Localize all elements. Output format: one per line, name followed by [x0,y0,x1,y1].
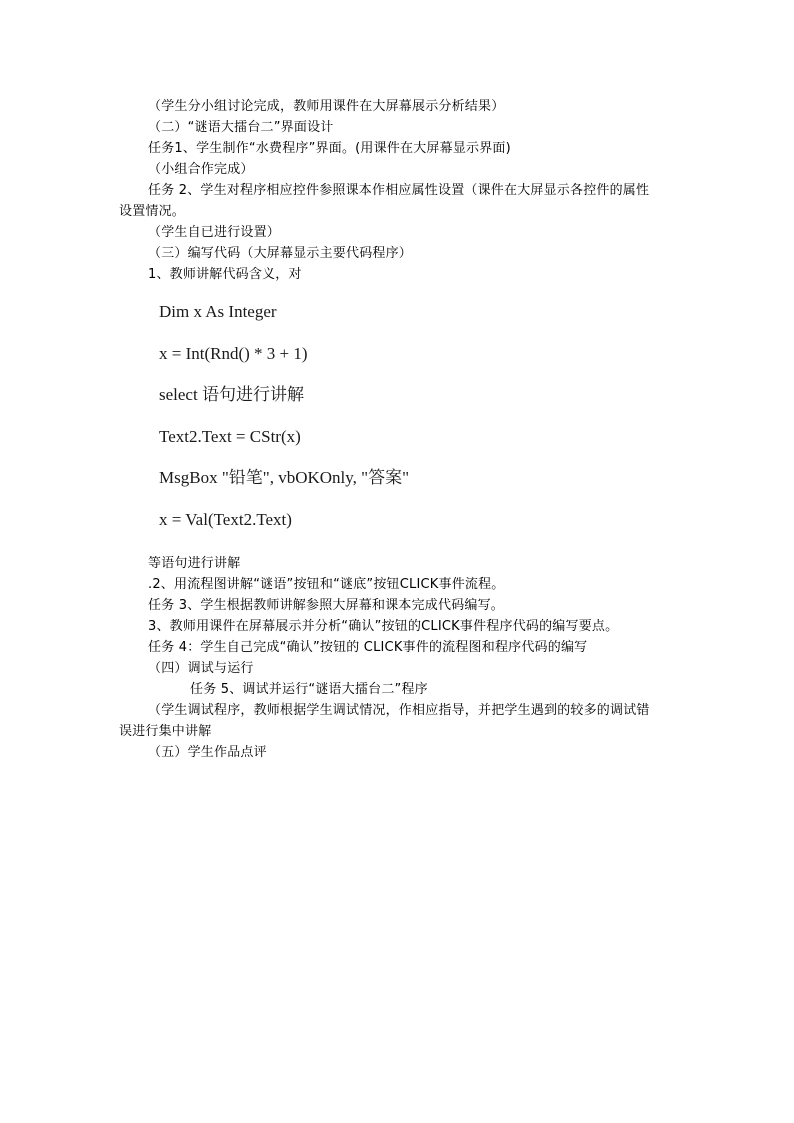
paragraph-line: （学生自已进行设置） [148,225,281,240]
code-line: Dim x As Integer [159,302,277,321]
code-line: MsgBox "铅笔", vbOKOnly, "答案" [159,468,410,487]
code-line: x = Val(Text2.Text) [159,510,292,529]
section-heading: （五）学生作品点评 [148,745,267,760]
paragraph-line: 1、教师讲解代码含义，对 [148,267,302,282]
code-line: select 语句进行讲解 [159,385,304,404]
paragraph-line: 任务 2、学生对程序相应控件参照课本作相应属性设置（课件在大屏显示各控件的属性 [148,183,650,198]
section-heading: （二）“谜语大擂台二”界面设计 [148,120,334,135]
paragraph-line: 任务 3、学生根据教师讲解参照大屏幕和课本完成代码编写。 [148,598,505,613]
paragraph-line: .2、用流程图讲解“谜语”按钮和“谜底”按钮CLICK事件流程。 [148,577,505,592]
paragraph-line: 设置情况。 [119,204,186,219]
section-heading: （三）编写代码（大屏幕显示主要代码程序） [148,246,413,261]
paragraph-line: （学生调试程序，教师根据学生调试情况，作相应指导，并把学生遇到的较多的调试错 [148,703,650,718]
paragraph-line: 任务 4：学生自己完成“确认”按钮的 CLICK事件的流程图和程序代码的编写 [148,640,588,655]
code-line: x = Int(Rnd() * 3 + 1) [159,344,308,363]
code-line: Text2.Text = CStr(x) [159,427,301,446]
paragraph-line: 任务 5、调试并运行“谜语大擂台二”程序 [190,682,428,697]
paragraph-line: （学生分小组讨论完成，教师用课件在大屏幕展示分析结果） [148,99,505,114]
paragraph-line: 误进行集中讲解 [119,724,212,739]
paragraph-line: 3、教师用课件在屏幕展示并分析“确认”按钮的CLICK事件程序代码的编写要点。 [148,619,619,634]
section-heading: （四）调试与运行 [148,661,254,676]
paragraph-line: 任务1、学生制作“水费程序”界面。(用课件在大屏幕显示界面) [148,141,511,156]
paragraph-line: （小组合作完成） [148,162,254,177]
paragraph-line: 等语句进行讲解 [148,556,241,571]
